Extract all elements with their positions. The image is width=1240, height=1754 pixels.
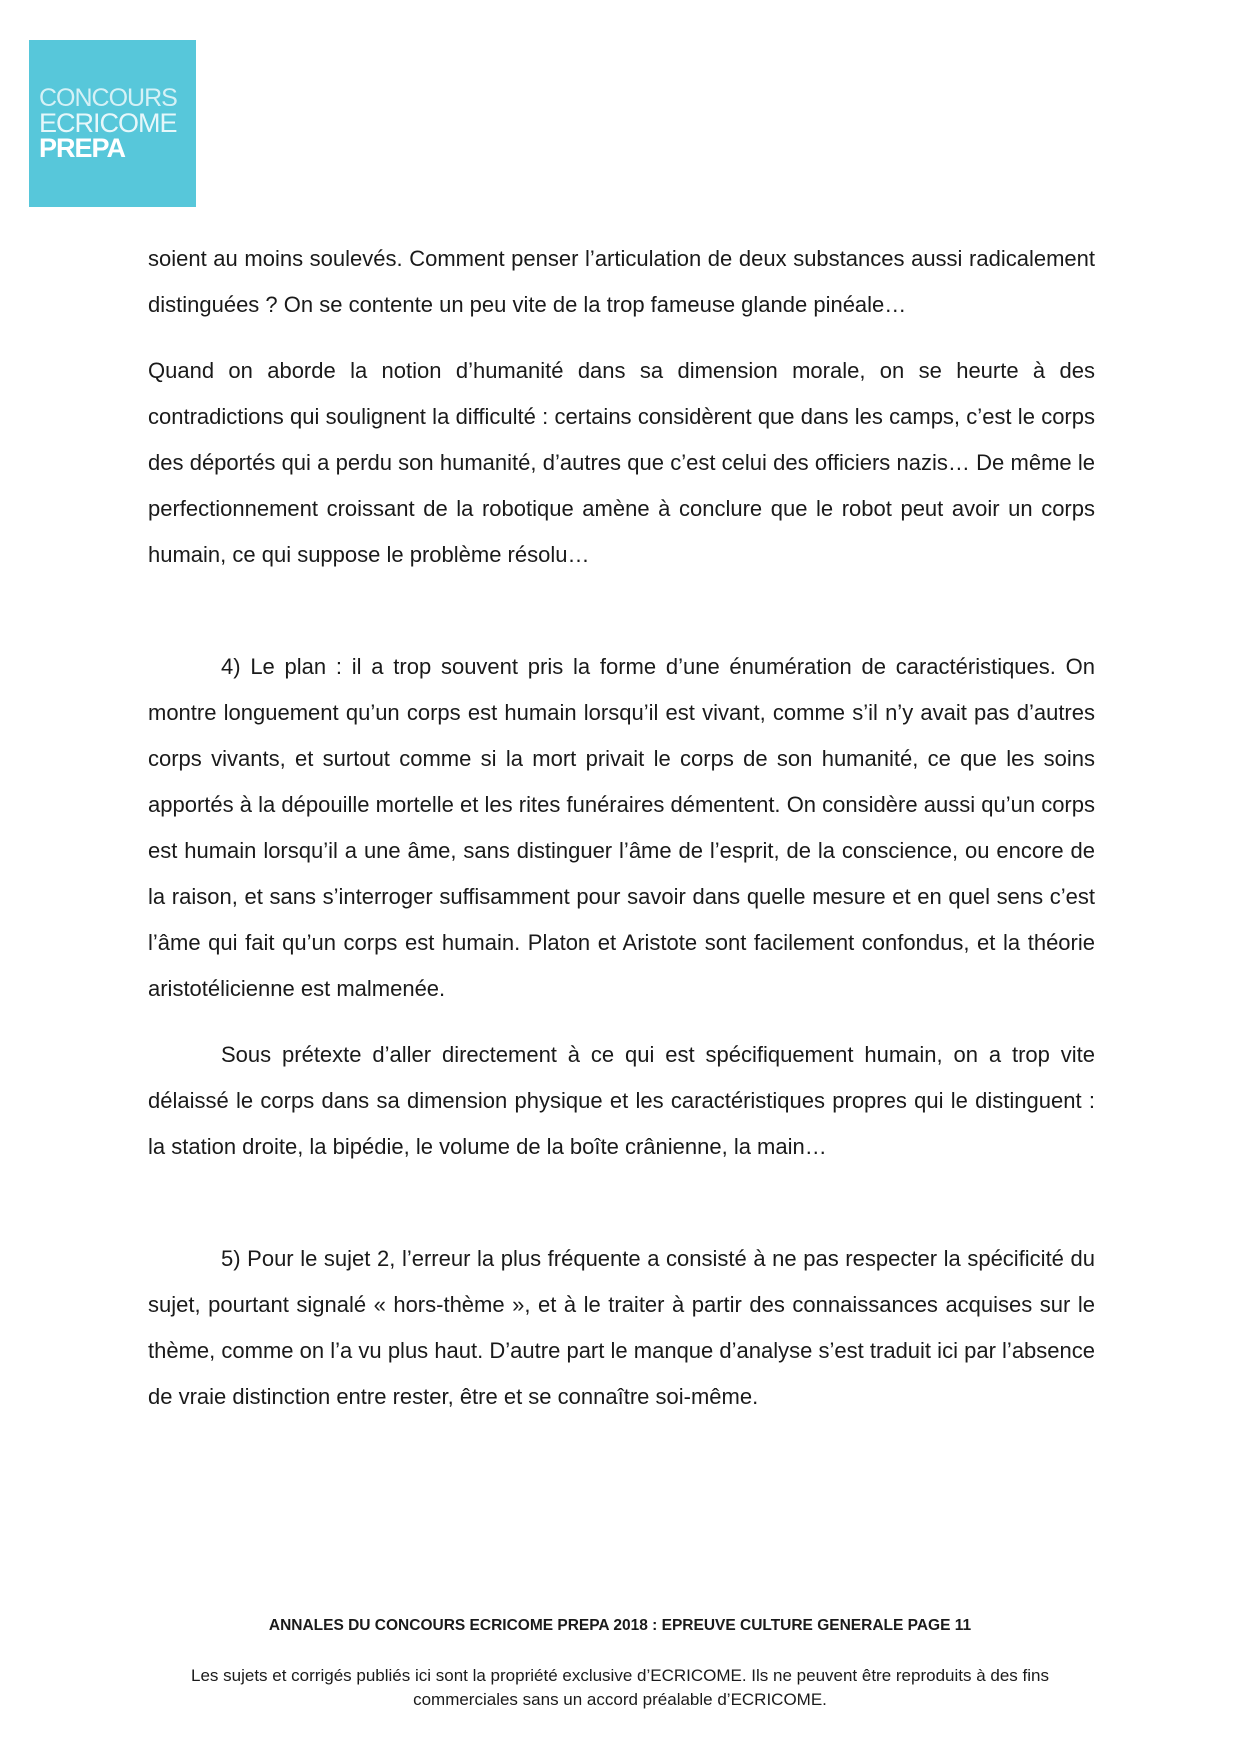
footer-title: ANNALES DU CONCOURS ECRICOME PREPA 2018 : EPREUVE CULTURE GENERALE PAGE 11 (268, 1617, 972, 1634)
paragraph-physical-dimension: Sous prétexte d’aller directement à ce qui est spécifiquement humain, on a trop vite délaissé le corps dans sa dimension physique et les caractéristiques propres qui le distinguent : la station droite, la bipédie, le volume de la boîte crânienne, la main… (148, 1042, 1095, 1159)
logo-line-ecricome: ECRICOME (39, 108, 177, 138)
logo-line-prepa: PREPA (39, 133, 126, 163)
paragraph-point-5-subject-2: 5) Pour le sujet 2, l’erreur la plus fréquente a consisté à ne pas respecter la spécificité du sujet, pourtant signalé « hors-thème », et à le traiter à partir des connaissances acquises sur le thème, comme on l’a vu plus haut. D’autre part le manque d’analyse s’est traduit ici par l’absence de vraie distinction entre rester, être et se connaître soi-même. (148, 1246, 1095, 1409)
ecricome-logo (29, 40, 196, 207)
document-body (148, 236, 1095, 1420)
paragraph-moral-dimension: Quand on aborde la notion d’humanité dans sa dimension morale, on se heurte à des contradictions qui soulignent la difficulté : certains considèrent que dans les camps, c’est le corps des déportés qui a perdu son humanité, d’autres que c’est celui des officiers nazis… De même le perfectionnement croissant de la robotique amène à conclure que le robot peut avoir un corps humain, ce qui suppose le problème résolu… (148, 358, 1095, 567)
paragraph-continuation: soient au moins soulevés. Comment penser l’articulation de deux substances aussi radicalement distinguées ? On se contente un peu vite de la trop fameuse glande pinéale… (148, 246, 1095, 317)
logo-line-concours: CONCOURS (39, 84, 177, 112)
paragraph-point-4-plan: 4) Le plan : il a trop souvent pris la forme d’une énumération de caractéristiques. On montre longuement qu’un corps est humain lorsqu’il est vivant, comme s’il n’y avait pas d’autres corps vivants, et surtout comme si la mort privait le corps de son humanité, ce que les soins apportés à la dépouille mortelle et les rites funéraires démentent. On considère aussi qu’un corps est humain lorsqu’il a une âme, sans distinguer l’âme de l’esprit, de la conscience, ou encore de la raison, et sans s’interroger suffisamment pour savoir dans quelle mesure et en quel sens c’est l’âme qui fait qu’un corps est humain. Platon et Aristote sont facilement confondus, et la théorie aristotélicienne est malmenée. (148, 654, 1095, 1001)
footer-copyright-note: Les sujets et corrigés publiés ici sont la propriété exclusive d’ECRICOME. Ils ne peuvent être reproduits à des fins commerciales sans un accord préalable d’ECRICOME. (191, 1666, 1049, 1709)
